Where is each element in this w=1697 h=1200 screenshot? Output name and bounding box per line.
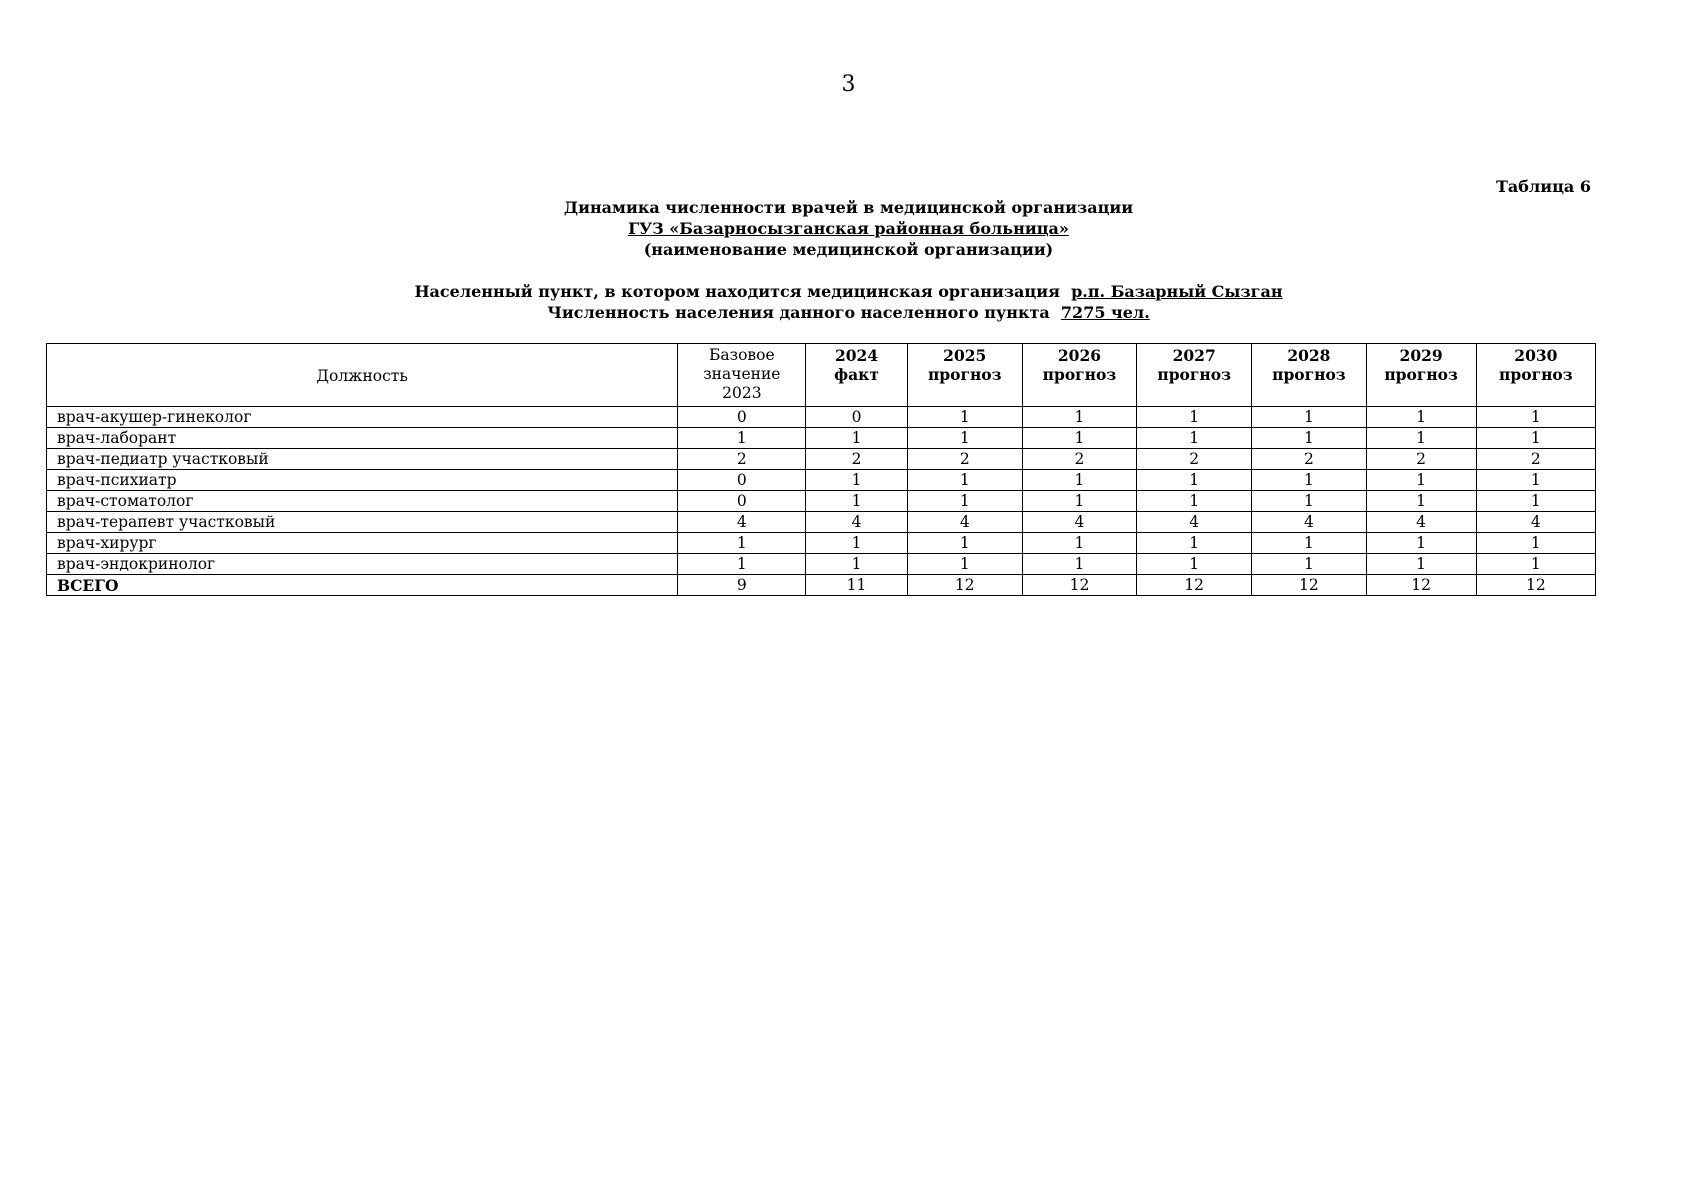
table-row [47,449,1596,470]
header-year: 2030 [1514,346,1558,365]
total-value-cell: 12 [907,575,1022,596]
header-2028 [1252,344,1366,407]
value-cell: 1 [907,533,1022,554]
value-cell: 4 [678,512,806,533]
value-cell: 1 [907,470,1022,491]
table-row [47,554,1596,575]
population-label: Численность населения данного населенного пункта [547,303,1050,322]
value-cell: 1 [678,533,806,554]
value-cell: 1 [1252,533,1366,554]
position-cell: врач-педиатр участковый [47,449,678,470]
value-cell: 1 [1476,533,1595,554]
value-cell: 2 [907,449,1022,470]
value-cell: 4 [1366,512,1476,533]
header-kind: прогноз [1157,365,1231,384]
header-2027 [1137,344,1252,407]
value-cell: 1 [1366,428,1476,449]
position-cell: врач-психиатр [47,470,678,491]
header-2026 [1022,344,1136,407]
value-cell: 1 [806,428,907,449]
organization-name [0,218,1697,239]
value-cell: 4 [1137,512,1252,533]
value-cell: 1 [1137,407,1252,428]
value-cell: 1 [1366,533,1476,554]
value-cell: 1 [1252,554,1366,575]
value-cell: 2 [1137,449,1252,470]
header-base-line2: значение [703,365,781,383]
total-value-cell: 12 [1022,575,1136,596]
page-number: 3 [841,72,856,97]
header-year: 2027 [1172,346,1216,365]
value-cell: 1 [1252,407,1366,428]
total-value-cell: 12 [1137,575,1252,596]
header-2030 [1476,344,1595,407]
position-cell: врач-эндокринолог [47,554,678,575]
value-cell: 4 [1476,512,1595,533]
value-cell: 1 [806,554,907,575]
value-cell: 1 [1476,554,1595,575]
total-value-cell: 12 [1252,575,1366,596]
header-kind: прогноз [1042,365,1117,384]
table-row [47,533,1596,554]
header-kind: прогноз [1272,365,1346,384]
value-cell: 1 [907,554,1022,575]
header-base-2023 [678,344,806,407]
value-cell: 1 [1366,470,1476,491]
table-row [47,512,1596,533]
value-cell: 4 [806,512,907,533]
header-position: Должность [47,344,678,407]
header-kind: прогноз [1499,365,1573,384]
value-cell: 1 [1022,407,1136,428]
value-cell: 0 [678,470,806,491]
value-cell: 2 [1022,449,1136,470]
table-body [47,407,1596,596]
value-cell: 1 [1476,491,1595,512]
value-cell: 1 [1137,554,1252,575]
header-kind: прогноз [1384,365,1458,384]
total-value-cell: 9 [678,575,806,596]
value-cell: 0 [678,407,806,428]
value-cell: 1 [1252,491,1366,512]
total-value-cell: 11 [806,575,907,596]
position-cell: врач-лаборант [47,428,678,449]
header-base-line1: Базовое [709,346,775,364]
position-cell: врач-акушер-гинеколог [47,407,678,428]
value-cell: 1 [806,470,907,491]
staff-table [46,343,1596,596]
value-cell: 2 [1252,449,1366,470]
value-cell: 1 [907,491,1022,512]
header-2029 [1366,344,1476,407]
table-total-row [47,575,1596,596]
value-cell: 1 [1137,491,1252,512]
value-cell: 1 [806,491,907,512]
value-cell: 2 [1366,449,1476,470]
position-cell: врач-хирург [47,533,678,554]
value-cell: 1 [1366,407,1476,428]
document-title: Динамика численности врачей в медицинской организации [563,198,1134,217]
position-cell: врач-стоматолог [47,491,678,512]
table-row [47,428,1596,449]
header-2024 [806,344,907,407]
value-cell: 1 [907,407,1022,428]
header-kind: прогноз [927,365,1002,384]
total-value-cell: 12 [1366,575,1476,596]
header-kind: факт [834,365,879,384]
organization-name-text: ГУЗ «Базарносызганская районная больница» [628,219,1069,238]
header-year: 2025 [943,346,987,365]
locality-line [0,281,1697,302]
table-row [47,491,1596,512]
header-2025 [907,344,1022,407]
value-cell: 4 [907,512,1022,533]
value-cell: 1 [1252,470,1366,491]
value-cell: 0 [678,491,806,512]
value-cell: 2 [678,449,806,470]
position-cell: врач-терапевт участковый [47,512,678,533]
table-row [47,407,1596,428]
header-year: 2026 [1057,346,1102,365]
value-cell: 4 [1022,512,1136,533]
value-cell: 1 [1252,428,1366,449]
value-cell: 0 [806,407,907,428]
value-cell: 1 [1476,470,1595,491]
table-row [47,470,1596,491]
total-value-cell: 12 [1476,575,1595,596]
locality-label: Населенный пункт, в котором находится медицинская организация [414,282,1060,301]
value-cell: 1 [1137,428,1252,449]
value-cell: 2 [806,449,907,470]
value-cell: 1 [907,428,1022,449]
header-year: 2029 [1399,346,1443,365]
total-label: ВСЕГО [47,575,678,596]
value-cell: 1 [1137,470,1252,491]
locality-value: р.п. Базарный Сызган [1071,282,1283,301]
value-cell: 2 [1476,449,1595,470]
population-line [0,302,1697,323]
table-caption: Таблица 6 [1496,177,1591,196]
value-cell: 1 [1366,554,1476,575]
value-cell: 4 [1252,512,1366,533]
value-cell: 1 [1476,407,1595,428]
header-year: 2028 [1287,346,1331,365]
value-cell: 1 [1022,470,1136,491]
header-base-line3: 2023 [722,384,762,402]
value-cell: 1 [678,554,806,575]
value-cell: 1 [1476,428,1595,449]
population-value: 7275 чел. [1060,303,1150,322]
value-cell: 1 [1137,533,1252,554]
header-year: 2024 [834,346,879,365]
value-cell: 1 [1022,533,1136,554]
value-cell: 1 [1022,554,1136,575]
value-cell: 1 [1022,428,1136,449]
value-cell: 1 [806,533,907,554]
table-header-row [47,344,1596,407]
organization-note: (наименование медицинской организации) [643,240,1054,259]
value-cell: 1 [1022,491,1136,512]
value-cell: 1 [678,428,806,449]
value-cell: 1 [1366,491,1476,512]
